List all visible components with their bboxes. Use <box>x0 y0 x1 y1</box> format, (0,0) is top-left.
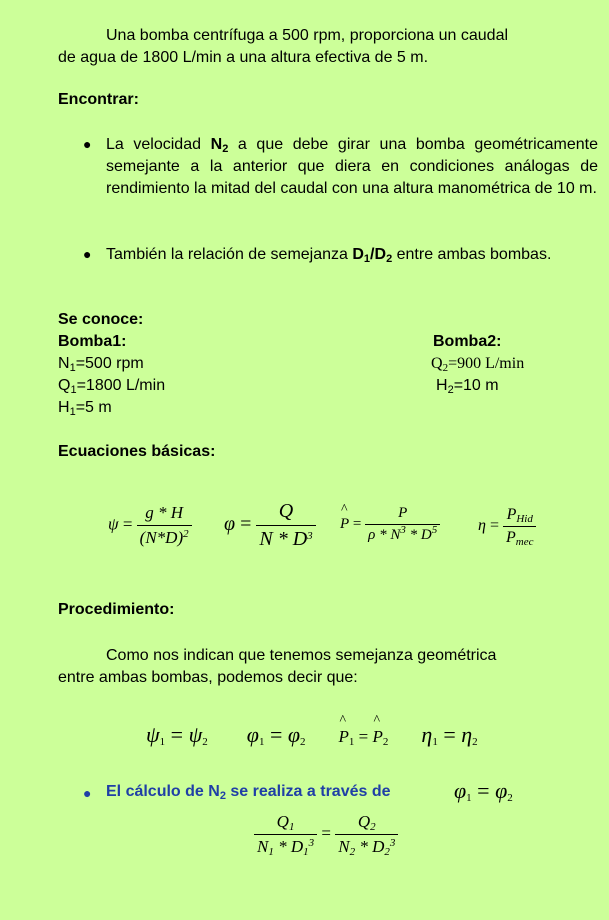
bomba1-q: $Q_1=1800$ L/min <box>58 377 166 396</box>
calc-statement: El cálculo de $N_2$ se realiza a través de <box>106 783 391 802</box>
bomba2-q: $Q_2=900$ L/min <box>431 355 525 374</box>
bullet1-text-b: a que debe girar una bomba geométricamente semejante a la anterior que diera en condiciones análogas de rendimiento la mitad del caudal con una altura manométrica de 10 m. <box>106 136 599 197</box>
eq-eta: η = $\frac{P_{Hid}}{P_{mec}}$ <box>478 506 536 547</box>
calc-bullet-dot: ● <box>83 785 92 801</box>
rel-eta: $\eta_1 = \eta_2$ <box>421 722 478 748</box>
ecuaciones-heading: Ecuaciones básicas: <box>58 443 216 460</box>
intro-line-1: Una bomba centrífuga a 500 rpm, proporciona un caudal <box>106 27 509 44</box>
bullet2-text-b: entre ambas bombas. <box>392 246 552 263</box>
final-equation: $\frac{Q_1}{N_1 * D_1^3}$ = $\frac{Q_2}{N_2 * D_2^3}$ <box>254 812 398 857</box>
bullet2-text-a: También la relación de semejanza <box>106 246 353 263</box>
conoce-heading: Se conoce: <box>58 311 144 328</box>
encontrar-heading: Encontrar: <box>58 91 139 108</box>
bomba1-title: Bomba1: <box>58 333 127 350</box>
encontrar-bullet-1 <box>106 134 598 200</box>
bomba1-h: $H_1=5$ m <box>58 399 112 418</box>
bullet-dot-1: ● <box>83 136 92 152</box>
bullet1-text-a: La velocidad <box>106 136 211 153</box>
bullet2-ratio: $D_1/D_2$ <box>352 246 393 265</box>
procedimiento-line-2: entre ambas bombas, podemos decir que: <box>58 669 358 686</box>
eq-power: ^ P = $\frac{P}{\rho * N^3 * D^5}$ <box>340 505 440 544</box>
encontrar-bullet-2 <box>106 244 598 266</box>
intro-line-2: de agua de 1800 L/min a una altura efectiva de 5 m. <box>58 49 429 66</box>
eq-psi: ψ = $\frac{g * H}{(N*D)^2}$ <box>108 503 192 548</box>
intro-paragraph <box>58 25 598 69</box>
bomba1-n: $N_1=500$ rpm <box>58 355 144 374</box>
rel-psi: $\psi_1 = \psi_2$ <box>146 722 208 748</box>
bullet1-var: $N_2$ <box>210 136 229 155</box>
bomba2-h: $H_2=10$ m <box>436 377 499 396</box>
bomba2-title: Bomba2: <box>433 333 502 350</box>
procedimiento-line-1: Como nos indican que tenemos semejanza geométrica <box>106 647 497 664</box>
calc-phi-relation: $\varphi_1 = \varphi_2$ <box>454 778 513 804</box>
bullet-dot-2: ● <box>83 246 92 262</box>
eq-phi: φ = $\frac{Q}{N * D^3}$ <box>224 500 316 551</box>
procedimiento-paragraph <box>58 645 598 689</box>
similarity-relations <box>146 722 478 748</box>
rel-power: ^ $P_1$ = ^ $P_2$ <box>339 727 389 746</box>
rel-phi: $\varphi_1 = \varphi_2$ <box>246 722 306 748</box>
procedimiento-heading: Procedimiento: <box>58 601 175 618</box>
